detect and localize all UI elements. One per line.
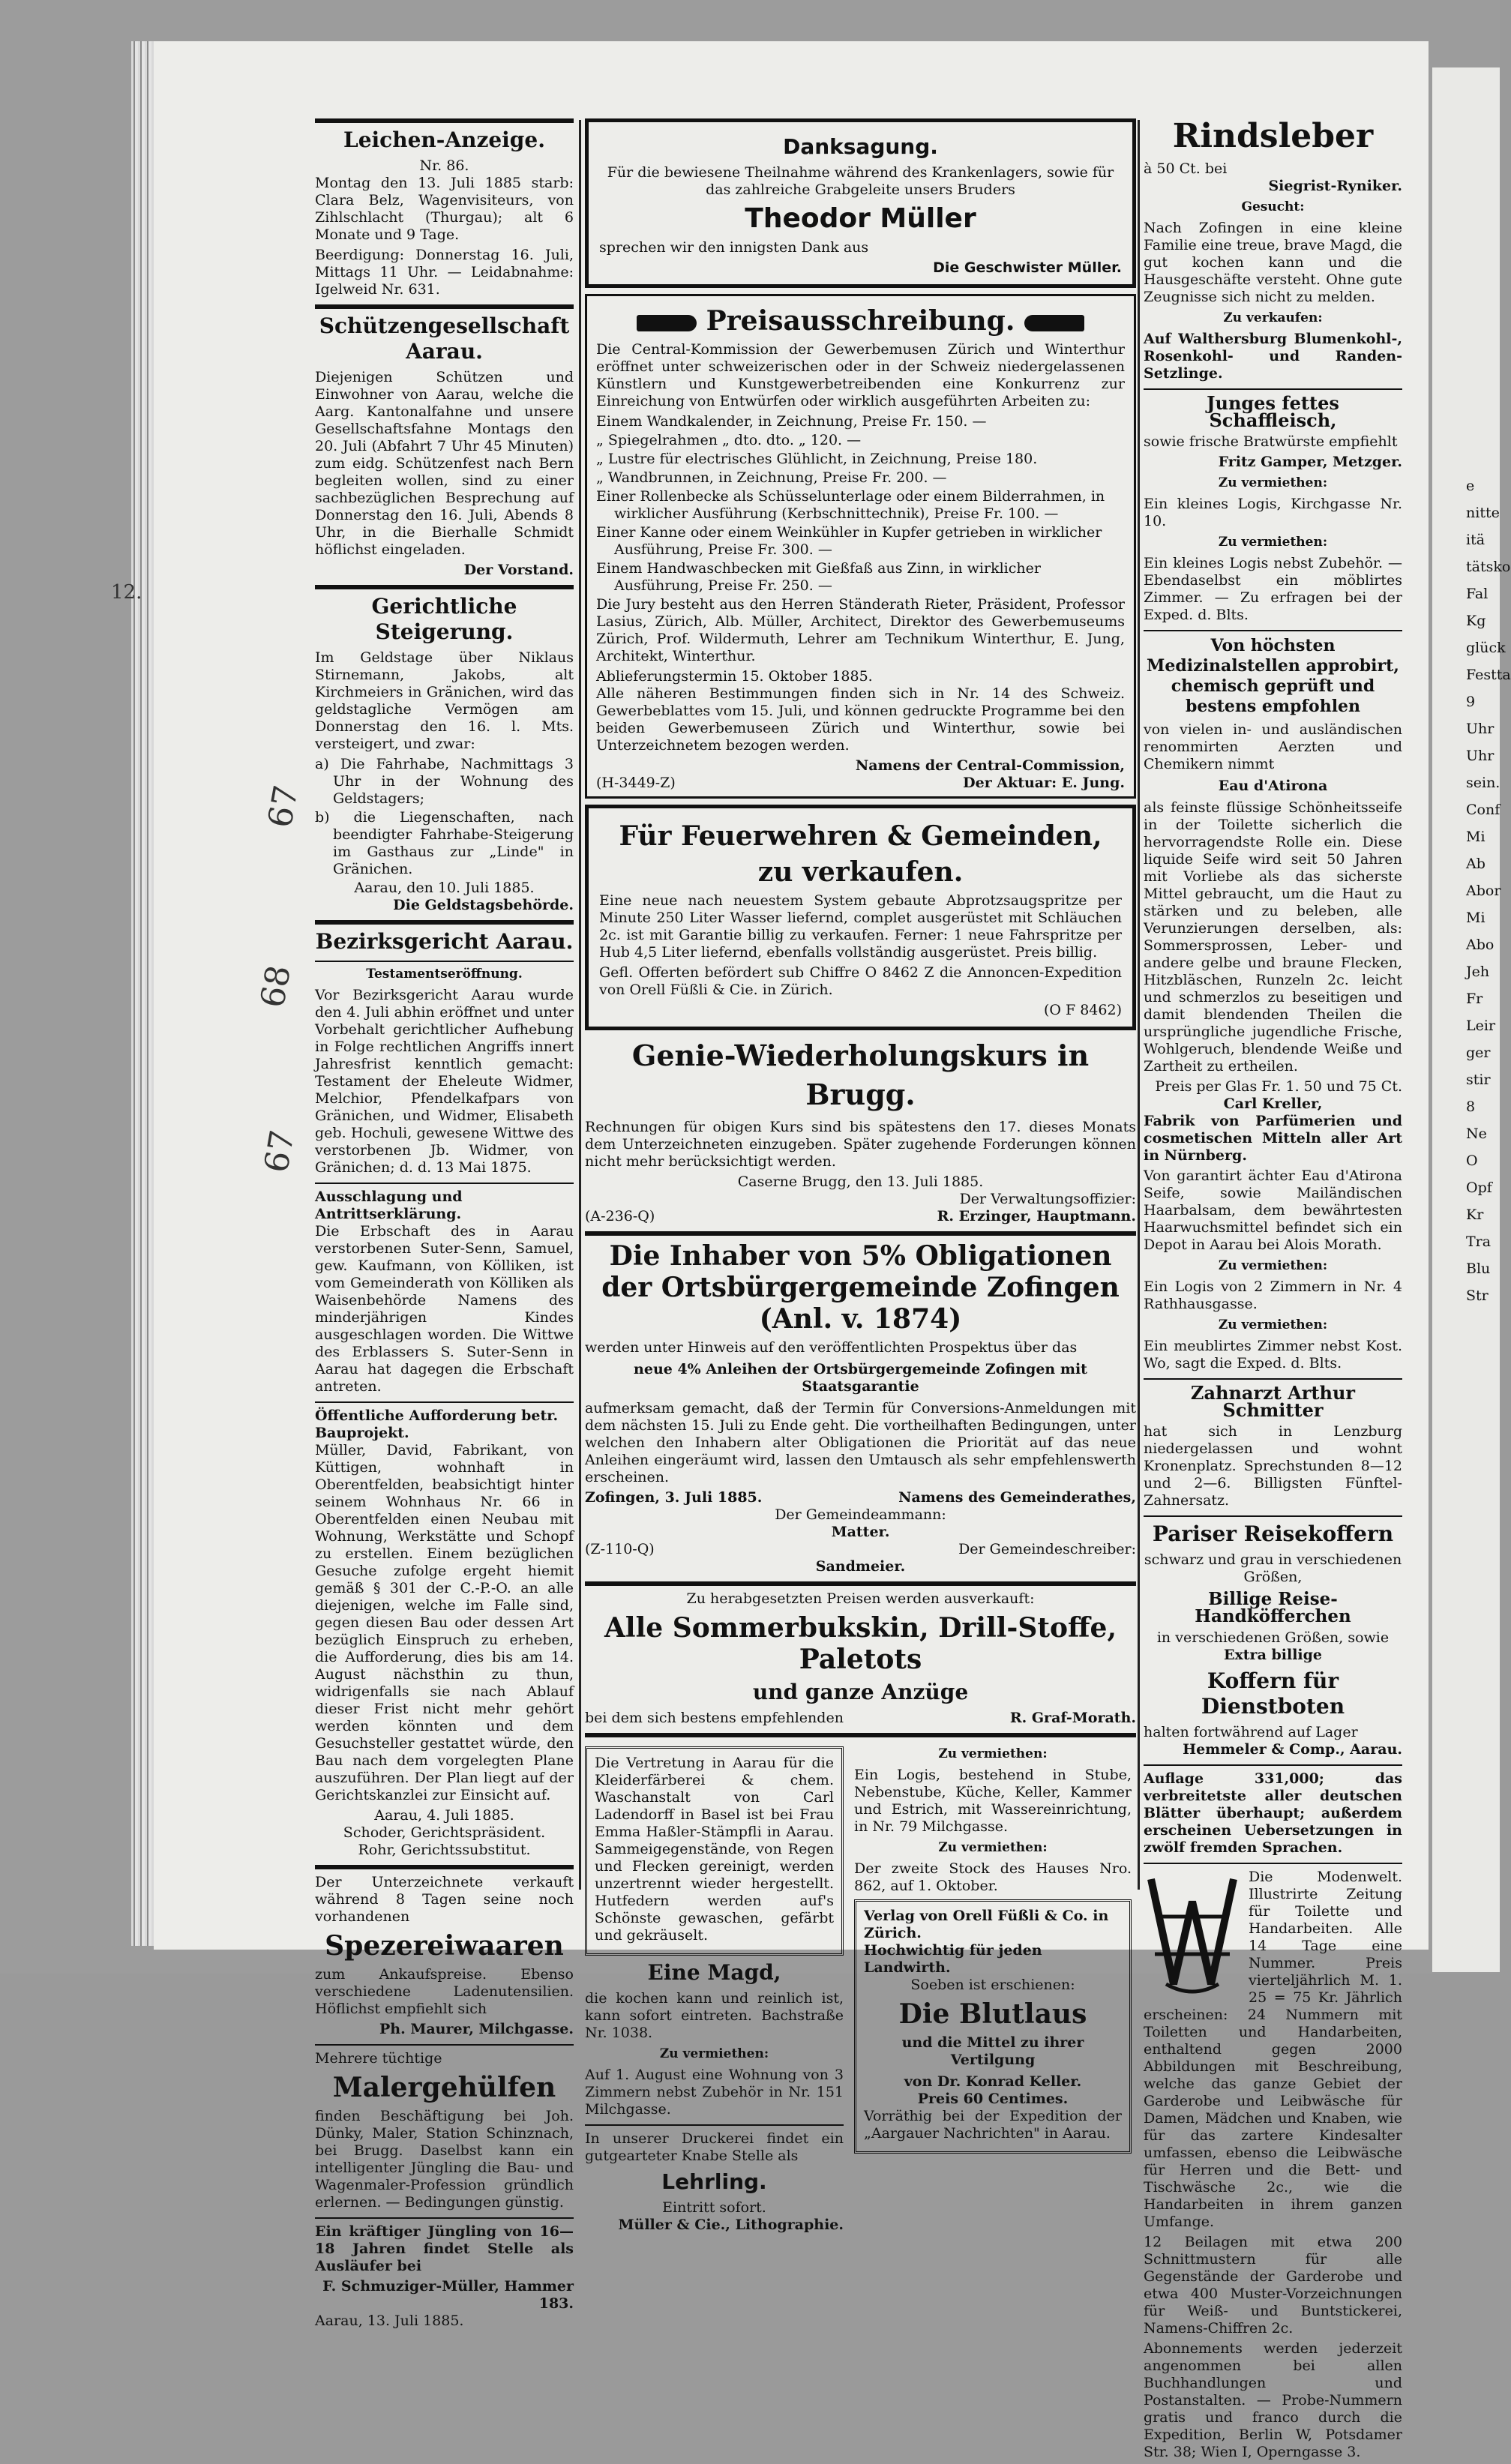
column-right <box>1144 112 1402 2464</box>
genie-sig2: R. Erzinger, Hauptmann. <box>937 1208 1136 1225</box>
logis-title: Zu vermiethen: <box>938 1746 1048 1761</box>
preis-heading <box>596 305 1125 337</box>
preis-item: „ Lustre für electrisches Glühlicht, in Zeichnung, Preise 180. <box>596 451 1038 467</box>
magd-title: Eine Magd, <box>647 1960 781 1985</box>
atir-maker1: Carl Kreller, <box>1223 1096 1323 1112</box>
wohnung-text: Auf 1. August eine Wohnung von 3 Zimmern nebst Zubehör in Nr. 151 Milchgasse. <box>585 2067 844 2118</box>
gesucht-title: Gesucht: <box>1241 199 1305 214</box>
atir-price: Preis per Glas Fr. 1. 50 und 75 Ct. <box>1155 1078 1402 1095</box>
preis-item: Einem Handwaschbecken mit Gießfaß aus Zinn, in wirklicher Ausführung, Preise Fr. 250. — <box>596 560 1041 594</box>
koffer-text4: halten fortwährend auf Lager <box>1144 1724 1358 1740</box>
margin-note: 68 <box>253 962 298 1011</box>
oblig-footer2 <box>585 1541 1136 1558</box>
preis-sig1: Namens der Central-Commission, <box>855 757 1125 774</box>
blutlaus-box <box>854 1899 1132 2154</box>
v3-title: Zu vermiethen: <box>1218 1258 1328 1273</box>
margin-note: 12. <box>111 581 142 604</box>
sommer-footer <box>585 1710 1136 1727</box>
oblig-text3: aufmerksam gemacht, daß der Termin für Conversions-Anmeldungen mit dem nächsten 15. Juli zu Ende geht. Die vortheilhaften Bedingungen, unter welchen den Inhabern alter Obligationen die Priorität auf das neue Anleihen eingeräumt wird, lassen den Umtausch als sehr empfehlenswerth erscheinen. <box>585 1400 1136 1485</box>
atir-maker2: Fabrik von Parfümerien und cosmetischen Mitteln aller Art in Nürnberg. <box>1144 1113 1402 1164</box>
lower-right-ads <box>854 1742 1132 2234</box>
divider <box>585 1733 1136 1737</box>
preis-item: „ Wandbrunnen, in Zeichnung, Preise Fr. 200. — <box>596 469 947 486</box>
leichen-text: Montag den 13. Juli 1885 starb: Clara Belz, Wagenvisiteurs, von Zihlschlacht (Thurgau); alt 6 Monate und 9 Tage. <box>315 175 574 243</box>
v4-text: Ein meublirtes Zimmer nebst Kost. Wo, sagt die Exped. d. Blts. <box>1144 1338 1402 1371</box>
adjacent-page-fragment: Festta <box>1466 667 1511 683</box>
dank-name: Theodor Müller <box>745 203 976 234</box>
divider <box>1144 1863 1402 1864</box>
modenwelt-monogram-logo <box>1144 1872 1241 1999</box>
spez-title: Spezereiwaaren <box>325 1930 564 1962</box>
preis-termin: Ablieferungstermin 15. Oktober 1885. <box>596 668 873 685</box>
divider <box>1144 388 1402 390</box>
kleider-text: Die Vertretung in Aarau für die Kleiderfärberei & chem. Waschanstalt von Carl Ladendorff in Basel ist bei Frau Emma Haßler-Stämpfli in Aarau. Sammeigegenstände, von Regen und Flecken gereinigt, werden unzertrennt wieder hergestellt. Hutfedern werden auf's Schönste gewaschen, gefärbt und gekräuselt. <box>595 1755 834 1944</box>
feuer-code: (O F 8462) <box>1043 1002 1122 1018</box>
dank-text: Für die bewiesene Theilnahme während des Krankenlagers, sowie für das zahlreiche Grabgeleite unsers Bruders <box>607 164 1114 198</box>
lehrling-sig: Müller & Cie., Lithographie. <box>618 2217 844 2233</box>
adjacent-page-fragment: e <box>1466 478 1475 494</box>
blutlaus-head1: Verlag von Orell Füßli & Co. in Zürich. <box>864 1908 1109 1941</box>
atir-text1: von vielen in- und ausländischen renommirten Aerzten und Chemikern nimmt <box>1144 721 1402 772</box>
schaf-sig: Fritz Gamper, Metzger. <box>1218 454 1402 470</box>
feuerwehr-box <box>585 805 1136 1030</box>
preis-title: Preisausschreibung. <box>706 305 1015 337</box>
feuer-title2: zu verkaufen. <box>757 856 964 888</box>
preis-item: Einer Rollenbecke als Schüsselunterlage oder einem Bilderrahmen, in wirklicher Ausführung (Kerbschnittechnik), Preise Fr. 100. — <box>596 488 1105 522</box>
oblig-sig1: Namens des Gemeinderathes, <box>898 1489 1136 1506</box>
schaf-text: sowie frische Bratwürste empfiehlt <box>1144 433 1398 450</box>
steigerung-sig: Die Geldstagsbehörde. <box>393 897 574 913</box>
adjacent-page-fragment: Conf <box>1466 802 1501 818</box>
feuer-text2: Gefl. Offerten befördert sub Chiffre O 8462 Z die Annoncen-Expedition von Orell Füßli & Cie. in Zürich. <box>599 964 1122 998</box>
testament-text: Vor Bezirksgericht Aarau wurde den 4. Juli abhin eröffnet und unter Vorbehalt gerichtlicher Aufhebung in Folge rechtlichen Angriffs innert Jahresfrist kenntlich gemacht: Testament der Eheleute Widmer, Melchior, Pfendelkafpars von Gränichen, und Widmer, Elisabeth geb. Hochuli, gewesene Wittwe des verstorbenen Jb. Widmer, von Gränichen; d. d. 13 Mai 1875. <box>315 987 574 1176</box>
lehrling-intro: In unserer Druckerei findet ein gutgearteter Knabe Stelle als <box>585 2130 844 2164</box>
preis-sig2: Der Aktuar: E. Jung. <box>963 775 1125 791</box>
blutlaus-sub: und die Mittel zu ihrer Vertilgung <box>901 2034 1084 2068</box>
testament-title: Testamentseröffnung. <box>366 967 523 982</box>
pointing-hand-icon <box>637 315 697 331</box>
adjacent-page-fragment: Abo <box>1466 937 1495 953</box>
adjacent-page-fragment: Str <box>1466 1287 1489 1304</box>
leichen-title: Leichen-Anzeige. <box>343 127 545 152</box>
spez-intro: Der Unterzeichnete verkauft während 8 Tagen seine noch vorhandenen <box>315 1874 574 1925</box>
divider <box>315 920 574 925</box>
adjacent-page-fragment: tätsko <box>1466 559 1511 575</box>
adjacent-page-fragment: Leir <box>1466 1018 1496 1034</box>
divider <box>315 1183 574 1184</box>
divider <box>1144 630 1402 631</box>
koffer-title1: Pariser Reisekoffern <box>1152 1521 1394 1546</box>
magd-text: die kochen kann und reinlich ist, kann sofort eintreten. Bachstraße Nr. 1038. <box>585 1990 844 2041</box>
column-rule <box>579 120 581 1890</box>
adjacent-page-fragment: Ne <box>1466 1126 1487 1142</box>
zahn-text: hat sich in Lenzburg niedergelassen und wohnt Kronenplatz. Sprechstunden 8—12 und 2—6. Billigsten Fünftel-Zahnersatz. <box>1144 1423 1402 1509</box>
verk-title: Zu verkaufen: <box>1223 310 1323 325</box>
oblig-code: (Z-110-Q) <box>585 1541 655 1557</box>
spez-sig: Ph. Maurer, Milchgasse. <box>379 2021 574 2037</box>
preis-footer <box>596 775 1125 792</box>
divider <box>585 1581 1136 1586</box>
aufford-text: Müller, David, Fabrikant, von Küttigen, wohnhaft in Oberentfelden, beabsichtigt hinter seinem Wohnhaus Nr. 66 in Oberentfelden einen Neubau mit Wohnung, Werkstätte und Schopf zu erstellen. Einem bezüglichen Gesuche zufolge ergeht hiemit gemäß § 301 der C.-P.-O. an alle diejenigen, welche im Falle sind, gegen diesen Bau oder dessen Art bezüglich Einspruch zu erheben, die Aufforderung, dies bis am 14. August nächsthin zu thun, widrigenfalls sie nach Ablauf dieser Frist nicht mehr gehört werden könnten und dem Gesuchsteller gestattet würde, den Bau nach dem vorgelegten Plane auszuführen. Der Plan liegt auf der Gerichtskanzlei zur Einsicht auf. <box>315 1442 574 1803</box>
juengling-date: Aarau, 13. Juli 1885. <box>315 2313 464 2329</box>
logis-text: Ein Logis, bestehend in Stube, Nebenstube, Küche, Keller, Kammer und Estrich, mit Wassereinrichtung, in Nr. 79 Milchgasse. <box>854 1767 1132 1835</box>
margin-note: 67 <box>261 782 306 831</box>
adjacent-page-fragment: Mi <box>1466 829 1486 845</box>
rind-line <box>1144 160 1402 178</box>
schuetzen-title: Schützengesellschaft Aarau. <box>319 313 570 364</box>
schaf-title: Junges fettes Schaffleisch, <box>1207 392 1339 431</box>
gesucht-text: Nach Zofingen in eine kleine Familie eine treue, brave Magd, die gut kochen kann und die Hausgeschäfte versteht. Ohne gute Zeugnisse sich nicht zu melden. <box>1144 220 1402 305</box>
adjacent-page-fragment: Tra <box>1466 1233 1492 1250</box>
adjacent-page-fragment: glück <box>1466 640 1506 656</box>
divider <box>315 2044 574 2046</box>
spez-text: zum Ankaufspreise. Ebenso verschiedene Ladenutensilien. Höflichst empfiehlt sich <box>315 1966 574 2017</box>
dank-sig: Die Geschwister Müller. <box>933 259 1122 276</box>
v2-title: Zu vermiethen: <box>1218 535 1328 550</box>
adjacent-page-fragment: 9 Uhr <box>1466 694 1495 737</box>
preisausschreibung-box <box>585 294 1136 799</box>
v2-text: Ein kleines Logis nebst Zubehör. — Ebendaselbst ein möblirtes Zimmer. — Zu erfragen bei der Exped. d. Blts. <box>1144 555 1402 623</box>
pointing-hand-icon <box>1024 315 1084 331</box>
atir-name: Eau d'Atirona <box>1218 778 1328 794</box>
adjacent-page-fragment: Ab <box>1466 856 1486 872</box>
adjacent-page-fragment: ger <box>1466 1045 1491 1061</box>
lehrling-title: Lehrling. <box>661 2169 767 2194</box>
preis-item: Einer Kanne oder einem Weinkühler in Kupfer getrieben in wirklicher Ausführung, Preise Fr. 300. — <box>596 524 1102 558</box>
genie-footer <box>585 1208 1136 1225</box>
book-binding <box>131 41 154 1946</box>
v4-title: Zu vermiethen: <box>1218 1317 1328 1332</box>
sommer-sig: R. Graf-Morath. <box>1009 1710 1136 1726</box>
preis-item: Einem Wandkalender, in Zeichnung, Preise Fr. 150. — <box>596 413 987 430</box>
aufford-sig2: Rohr, Gerichtssubstitut. <box>358 1842 531 1858</box>
preis-text2: Alle näheren Bestimmungen finden sich in Nr. 14 des Schweiz. Gewerbeblattes vom 15. Juli, und können gedruckte Programme bei den beiden Gewerbemuseen Zürich und Winterthur, sowie bei Unterzeichnetem bezogen werden. <box>596 685 1125 754</box>
mode-text2: 12 Beilagen mit etwa 200 Schnittmustern für alle Gegenstände der Garderobe und etwa 400 Muster-Vorzeichnungen für Weiß- und Buntstickerei, Namens-Chiffren 2c. <box>1144 2234 1402 2337</box>
steigerung-a: a) Die Fahrhabe, Nachmittags 3 Uhr in der Wohnung des Geldstagers; <box>315 756 574 807</box>
sommer-title: Alle Sommerbukskin, Drill-Stoffe, Paletots <box>604 1612 1117 1675</box>
column-rule <box>1138 120 1140 1890</box>
column-middle <box>585 112 1136 2234</box>
steigerung-date: Aarau, den 10. Juli 1885. <box>354 880 535 896</box>
preis-list <box>596 413 1125 595</box>
sommer-title2: und ganze Anzüge <box>752 1680 969 1704</box>
mode-text3: Abonnements werden jederzeit angenommen bei allen Buchhandlungen und Postanstalten. — Probe-Nummern gratis und franco durch die Expedition, Berlin W, Potsdamer Str. 38; Wien I, Operngasse 3. <box>1144 2340 1402 2460</box>
adjacent-page-fragment: Kg <box>1466 613 1486 629</box>
ausschl-title: Ausschlagung und Antrittserklärung. <box>315 1189 463 1222</box>
leichen-nr: Nr. 86. <box>419 157 469 174</box>
genie-date: Caserne Brugg, den 13. Juli 1885. <box>737 1174 984 1190</box>
kleiderfaerberei-box <box>585 1746 844 1956</box>
rind-text: à 50 Ct. bei <box>1144 160 1228 177</box>
v3-text: Ein Logis von 2 Zimmern in Nr. 4 Rathhausgasse. <box>1144 1278 1402 1312</box>
divider <box>315 585 574 589</box>
divider <box>315 118 574 123</box>
schuetzen-sig: Der Vorstand. <box>463 562 574 578</box>
divider <box>315 1401 574 1403</box>
koffer-text1: schwarz und grau in verschiedenen Größen, <box>1144 1551 1402 1585</box>
sommer-intro: Zu herabgesetzten Preisen werden ausverkauft: <box>686 1590 1035 1607</box>
blutlaus-price: Preis 60 Centimes. <box>917 2091 1069 2107</box>
dank-title: Danksagung. <box>783 134 938 159</box>
maler-text: finden Beschäftigung bei Joh. Dünky, Maler, Station Schinznach, bei Brugg. Daselbst kann ein intelligenter Jüngling die Bau- und Wagenmaler-Profession gründlich erlernen. — Bedingungen günstig. <box>315 2108 574 2211</box>
oblig-title: Die Inhaber von 5% Obligationen der Ortsbürgergemeinde Zofingen (Anl. v. 1874) <box>601 1240 1120 1335</box>
steigerung-b: b) die Liegenschaften, nach beendigter Fahrhabe-Steigerung im Gasthaus zur „Linde" in Gränichen. <box>315 809 574 877</box>
preis-code: (H-3449-Z) <box>596 775 676 791</box>
adjacent-page-fragment: nitte <box>1466 505 1500 521</box>
lower-ads <box>585 1742 1136 2234</box>
stock-title: Zu vermiethen: <box>938 1840 1048 1855</box>
koffer-title2: Billige Reise-Handköfferchen <box>1195 1589 1351 1626</box>
divider <box>1144 1515 1402 1517</box>
koffer-text2: in verschiedenen Größen, sowie <box>1156 1629 1390 1646</box>
adjacent-page-fragment: Jeh <box>1466 964 1490 980</box>
oblig-sig2: Der Gemeindeammann: <box>775 1506 946 1523</box>
leichen-beerdigung: Beerdigung: Donnerstag 16. Juli, Mittags 11 Uhr. — Leidabnahme: Igelweid Nr. 631. <box>315 247 574 298</box>
blutlaus-title: Die Blutlaus <box>898 1998 1087 2030</box>
atir-title: Von höchsten Medizinalstellen approbirt, chemisch geprüft und bestens empfohlen <box>1147 636 1399 716</box>
column-left <box>315 112 574 2330</box>
genie-text: Rechnungen für obigen Kurs sind bis spätestens den 17. dieses Monats dem Unterzeichneten einzugeben. Später zugehende Forderungen können nicht mehr berücksichtigt werden. <box>585 1119 1136 1170</box>
aufford-date: Aarau, 4. Juli 1885. <box>374 1807 514 1824</box>
stock-text: Der zweite Stock des Hauses Nro. 862, auf 1. Oktober. <box>854 1860 1132 1894</box>
oblig-text1: werden unter Hinweis auf den veröffentlichten Prospektus über das <box>585 1339 1078 1356</box>
atir-text2: als feinste flüssige Schönheitsseife in der Toilette sicherlich die hervorragendste Rolle ein. Diese liquide Seife wird seit 50 Jahren mit Vorliebe als das sicherste Mittel gebraucht, um die Haut zu stärken und zu beleben, alle Verunzierungen derselben, als: Sommersprossen, Leber- und andere gelbe und braune Flecken, Hitzbläschen, Runzeln 2c. leicht und schmerzlos zu beseitigen und damit blendenden Theilen die ursprüngliche jugendliche Frische, Wohlgeruch, blendende Weiße und Zartheit zu ertheilen. <box>1144 799 1402 1075</box>
adjacent-page-text <box>1466 472 1511 1309</box>
v1-text: Ein kleines Logis, Kirchgasse Nr. 10. <box>1144 496 1402 529</box>
feuer-text: Eine neue nach neuestem System gebaute Abprotzsaugspritze per Minute 250 Liter Wasser liefernd, complet ausgerüstet mit Schläuchen 2c. ist mit Garantie billig zu verkaufen. Ferner: 1 neue Fahrspritze per Hub 4,5 Liter liefernd, ebenfalls vollständig ausgerüstet. Preis billig. <box>599 892 1122 961</box>
preis-item: „ Spiegelrahmen „ dto. dto. „ 120. — <box>596 432 862 448</box>
verk-text: Auf Walthersburg Blumenkohl-, Rosenkohl- und Randen-Setzlinge. <box>1144 331 1402 382</box>
oblig-footer <box>585 1489 1136 1506</box>
lehrling-text: Eintritt sofort. <box>662 2199 766 2216</box>
mode-auflage: Auflage 331,000; das verbreitetste aller deutschen Blätter überhaupt; außerdem erscheinen Uebersetzungen in zwölf fremden Sprachen. <box>1144 1770 1402 1856</box>
divider <box>315 1865 574 1869</box>
oblig-sig5: Sandmeier. <box>815 1558 906 1575</box>
koffer-title3: Koffern für Dienstboten <box>1201 1668 1345 1719</box>
mode-text1: Die Modenwelt. Illustrirte Zeitung für Toilette und Handarbeiten. Alle 14 Tage eine Nummer. Preis vierteljährlich M. 1. 25 = 75 Kr. Jährlich erscheinen: 24 Nummern mit Toiletten und Handarbeiten, enthaltend gegen 2000 Abbildungen mit Beschreibung, welche das ganze Gebiet der Garderobe und Leibwäsche für Damen, Mädchen und Knaben, wie für das zartere Kindesalter umfassen, ebenso die Leibwäsche für Herren und die Bett- und Tischwäsche 2c., wie die Handarbeiten in ihrem ganzen Umfange. <box>1144 1869 1402 2230</box>
oblig-text2: neue 4% Anleihen der Ortsbürgergemeinde Zofingen mit Staatsgarantie <box>634 1361 1087 1395</box>
feuer-title1: Für Feuerwehren & Gemeinden, <box>619 820 1102 852</box>
divider <box>315 304 574 309</box>
adjacent-page-fragment: Opf <box>1466 1180 1492 1196</box>
atir-text3: Von garantirt ächter Eau d'Atirona Seife, sowie Mailändischen Haarbalsam, dem bewährtesten Haarwuchsmittel befindet sich ein Depot in Aarau bei Alois Morath. <box>1144 1168 1402 1253</box>
divider <box>585 2124 844 2126</box>
juengling-sig: F. Schmuziger-Müller, Hammer 183. <box>322 2278 574 2312</box>
adjacent-page-fragment: Uhr <box>1466 748 1495 764</box>
adjacent-page-fragment: Blu <box>1466 1260 1491 1277</box>
genie-code: (A-236-Q) <box>585 1208 655 1225</box>
steigerung-title: Gerichtliche Steigerung. <box>371 594 517 644</box>
adjacent-page-fragment: itä <box>1466 532 1486 548</box>
genie-title: Genie-Wiederholungskurs in Brugg. <box>631 1039 1090 1111</box>
koffer-sig: Hemmeler & Comp., Aarau. <box>1183 1741 1402 1758</box>
ausschl-text: Die Erbschaft des in Aarau verstorbenen Suter-Senn, Samuel, gew. Kaufmann, von Kölliken, ist vom Gemeinderath von Kölliken als Waisenbehörde Namens des minderjährigen Kindes ausgeschlagen worden. Die Wittwe des Erblassers S. Suter-Senn in Aarau hat dagegen die Erbschaft antreten. <box>315 1223 574 1395</box>
divider <box>315 2217 574 2219</box>
lower-left-ads <box>585 1742 844 2234</box>
adjacent-page-fragment: Fal <box>1466 586 1489 602</box>
adjacent-page-fragment: Mi <box>1466 910 1486 926</box>
divider <box>585 1231 1136 1236</box>
margin-note: 67 <box>257 1127 302 1176</box>
blutlaus-head2: Hochwichtig für jeden Landwirth. <box>864 1942 1042 1976</box>
v1-title: Zu vermiethen: <box>1218 475 1328 490</box>
koffer-text3: Extra billige <box>1223 1647 1323 1663</box>
maler-intro: Mehrere tüchtige <box>315 2050 442 2067</box>
zahn-title: Zahnarzt Arthur Schmitter <box>1190 1382 1356 1421</box>
oblig-sig4: Der Gemeindeschreiber: <box>958 1541 1136 1557</box>
juengling-text: Ein kräftiger Jüngling von 16—18 Jahren findet Stelle als Ausläufer bei <box>315 2223 574 2274</box>
adjacent-page-fragment: stir <box>1466 1072 1491 1088</box>
rind-title: Rindsleber <box>1172 117 1374 155</box>
danksagung-box <box>585 118 1136 288</box>
oblig-sig3: Matter. <box>831 1524 890 1540</box>
adjacent-page-fragment: Kr <box>1466 1207 1484 1223</box>
maler-title: Malergehülfen <box>332 2072 556 2103</box>
adjacent-page-fragment: O <box>1466 1153 1478 1169</box>
rind-sig: Siegrist-Ryniker. <box>1268 178 1402 194</box>
blutlaus-intro: Soeben ist erschienen: <box>910 1977 1075 1993</box>
oblig-date: Zofingen, 3. Juli 1885. <box>585 1489 763 1506</box>
adjacent-page-fragment: 8 <box>1466 1099 1476 1115</box>
dank-text2: sprechen wir den innigsten Dank aus <box>599 239 869 256</box>
divider <box>1144 1378 1402 1380</box>
divider <box>1144 1764 1402 1766</box>
wohnung-title: Zu vermiethen: <box>659 2046 769 2061</box>
preis-intro: Die Central-Kommission der Gewerbemusen Zürich und Winterthur eröffnet unter schweizerischen oder in der Schweiz niedergelassenen Künstlern und Kunstgewerbetreibenden eine Konkurrenz zur Einreichung von Entwürfen oder wirklich ausgeführten Arbeiten zu: <box>596 341 1125 409</box>
sommer-text: bei dem sich bestens empfehlenden <box>585 1710 844 1726</box>
adjacent-page-fragment: Abor <box>1466 883 1501 899</box>
schuetzen-text: Diejenigen Schützen und Einwohner von Aarau, welche die Aarg. Kantonalfahne und unsere Gesellschaftsfahne Montags den 20. Juli (Abfahrt 7 Uhr 45 Minuten) zum eidg. Schützenfest nach Bern begleiten wollen, sind zu einer sachbezüglichen Besprechung auf Donnerstag den 16. Juli, Abends 8 Uhr, in die Bierhalle Schmidt höflichst eingeladen. <box>315 369 574 558</box>
divider <box>315 961 574 962</box>
genie-sig1: Der Verwaltungsoffizier: <box>959 1191 1136 1207</box>
blutlaus-text: Vorräthig bei der Expedition der „Aargauer Nachrichten" in Aarau. <box>864 2108 1122 2142</box>
preis-jury: Die Jury besteht aus den Herren Ständerath Rieter, Präsident, Professor Lasius, Zürich, Alb. Müller, Architect, Direktor des Gewerbemuseums Zürich, Prof. Wildermuth, Lehrer am Technikum Winterthur, E. Jung, Architekt, Winterthur. <box>596 596 1125 664</box>
bezirk-title: Bezirksgericht Aarau. <box>315 929 574 954</box>
aufford-title: Öffentliche Aufforderung betr. Bauprojekt. <box>315 1407 559 1441</box>
adjacent-page-fragment: Fr <box>1466 991 1483 1007</box>
aufford-sig1: Schoder, Gerichtspräsident. <box>343 1824 546 1841</box>
steigerung-text: Im Geldstage über Niklaus Stirnemann, Jakobs, alt Kirchmeiers in Gränichen, wird das geldstagliche Vermögen am Donnerstag den 16. l. Mts. versteigert, und zwar: <box>315 649 574 752</box>
blutlaus-author: von Dr. Konrad Keller. <box>904 2073 1082 2090</box>
adjacent-page-fragment: sein. <box>1466 775 1501 791</box>
